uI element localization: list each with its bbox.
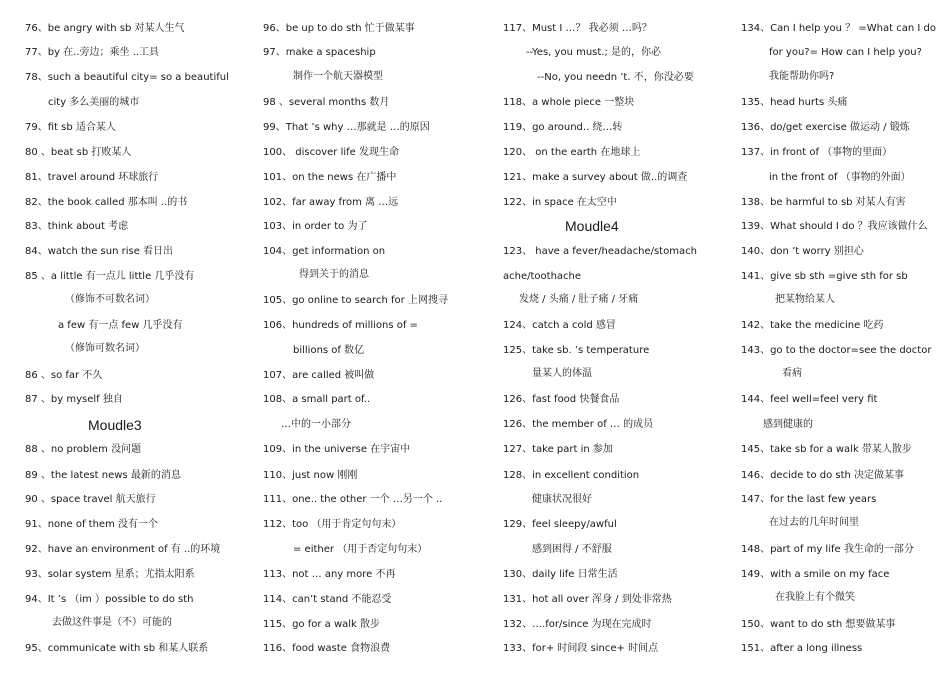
vocab-line: …中的一小部分 bbox=[281, 419, 351, 430]
vocab-line: 147、for the last few years bbox=[741, 494, 877, 505]
vocab-line: 140、don ’t worry 别担心 bbox=[741, 246, 864, 257]
vocab-line: 118、a whole piece 一整块 bbox=[503, 97, 635, 108]
vocab-line: 131、hot all over 浑身 / 到处非常热 bbox=[503, 594, 672, 605]
vocab-line: 141、give sb sth =give sth for sb bbox=[741, 271, 908, 282]
vocab-line: 100、 discover life 发现生命 bbox=[263, 147, 399, 158]
vocab-line: 110、just now 刚刚 bbox=[263, 470, 358, 481]
vocab-line: （修饰可数名词） bbox=[65, 343, 145, 354]
vocab-line: 量某人的体温 bbox=[532, 368, 592, 379]
vocab-line: 132、….for/since 为现在完成时 bbox=[503, 619, 652, 630]
vocab-line: 94、It ’s （im ）possible to do sth bbox=[25, 594, 194, 605]
vocab-line: 99、That ’s why …那就是 …的原因 bbox=[263, 122, 430, 133]
vocab-line: 127、take part in 参加 bbox=[503, 444, 613, 455]
vocab-line: 146、decide to do sth 决定做某事 bbox=[741, 470, 905, 481]
vocab-line: 90 、space travel 航天旅行 bbox=[25, 494, 156, 505]
vocab-line: 134、Can I help you ？ =What can I do bbox=[741, 23, 936, 34]
vocab-line: 77、by 在..旁边；乘坐 ..工具 bbox=[25, 47, 160, 58]
vocab-line: 124、catch a cold 感冒 bbox=[503, 320, 616, 331]
vocab-line: 感到困得 / 不舒服 bbox=[532, 544, 612, 555]
vocab-line: 122、in space 在太空中 bbox=[503, 197, 617, 208]
vocab-line: 97、make a spaceship bbox=[263, 47, 376, 58]
vocab-line: 145、take sb for a walk 带某人散步 bbox=[741, 444, 912, 455]
vocab-line: 125、take sb. ’s temperature bbox=[503, 345, 650, 356]
vocab-line: ache/toothache bbox=[503, 271, 582, 282]
vocab-line: 104、get information on bbox=[263, 246, 386, 257]
vocab-line: = either （用于否定句句末） bbox=[293, 544, 428, 555]
vocab-line: 142、take the medicine 吃药 bbox=[741, 320, 884, 331]
vocab-line: 79、fit sb 适合某人 bbox=[25, 122, 116, 133]
vocab-line: 在我脸上有个微笑 bbox=[775, 592, 855, 603]
vocab-line: 93、solar system 星系；尤指太阳系 bbox=[25, 569, 195, 580]
vocab-line: （修饰不可数名词） bbox=[65, 294, 155, 305]
vocab-line: 把某物给某人 bbox=[775, 294, 835, 305]
vocab-line: in the front of （事物的外面） bbox=[769, 172, 911, 183]
vocab-line: 144、feel well=feel very fit bbox=[741, 394, 878, 405]
vocab-line: 95、communicate with sb 和某人联系 bbox=[25, 643, 209, 654]
vocab-line: 130、daily life 日常生活 bbox=[503, 569, 618, 580]
vocab-line: 85 、a little 有一点儿 little 几乎没有 bbox=[25, 271, 195, 282]
vocab-line: 113、not … any more 不再 bbox=[263, 569, 396, 580]
vocab-line: 87 、by myself 独自 bbox=[25, 394, 123, 405]
vocab-line: 89 、the latest news 最新的消息 bbox=[25, 470, 181, 481]
vocab-line: 107、are called 被叫做 bbox=[263, 370, 375, 381]
vocab-line: 109、in the universe 在宇宙中 bbox=[263, 444, 411, 455]
vocab-line: --No, you needn ’t. 不，你没必要 bbox=[537, 72, 694, 83]
vocab-line: 108、a small part of.. bbox=[263, 394, 371, 405]
vocab-line: 148、part of my life 我生命的一部分 bbox=[741, 544, 914, 555]
vocab-line: 76、be angry with sb 对某人生气 bbox=[25, 23, 185, 34]
vocab-line: 139、What should I do ？我应该做什么 bbox=[741, 221, 928, 232]
vocab-line: 129、feel sleepy/awful bbox=[503, 519, 617, 530]
vocab-line: 117、Must I …？ 我必须 …吗？ bbox=[503, 23, 652, 34]
vocab-line: 88 、no problem 没问题 bbox=[25, 444, 142, 455]
vocab-line: 136、do/get exercise 做运动 / 锻炼 bbox=[741, 122, 910, 133]
vocab-line: billions of 数亿 bbox=[293, 345, 365, 356]
vocab-line: 96、be up to do sth 忙于做某事 bbox=[263, 23, 415, 34]
vocab-line: city 多么美丽的城市 bbox=[48, 97, 140, 108]
vocab-line: 98 、several months 数月 bbox=[263, 97, 390, 108]
vocab-line: 126、fast food 快餐食品 bbox=[503, 394, 620, 405]
vocab-line: 发烧 / 头痛 / 肚子痛 / 牙痛 bbox=[519, 294, 639, 305]
vocab-line: 101、on the news 在广播中 bbox=[263, 172, 397, 183]
vocab-line: 112、too （用于肯定句句末） bbox=[263, 519, 402, 530]
vocab-line: 111、one.. the other 一个 …另一个 .. bbox=[263, 494, 443, 505]
vocab-line: 143、go to the doctor=see the doctor bbox=[741, 345, 932, 356]
vocab-line: 106、hundreds of millions of = bbox=[263, 320, 418, 331]
vocab-line: 102、far away from 离 …远 bbox=[263, 197, 399, 208]
vocab-line: 103、in order to 为了 bbox=[263, 221, 368, 232]
vocab-line: for you?= How can I help you? bbox=[769, 47, 922, 58]
vocab-line: 86 、so far 不久 bbox=[25, 370, 103, 381]
vocab-line: 135、head hurts 头痛 bbox=[741, 97, 848, 108]
vocab-line: a few 有一点 few 几乎没有 bbox=[58, 320, 183, 331]
vocab-line: 120、 on the earth 在地球上 bbox=[503, 147, 641, 158]
vocab-line: 感到健康的 bbox=[763, 419, 813, 430]
vocab-line: 119、go around.. 绕…转 bbox=[503, 122, 623, 133]
vocab-line: 制作一个航天器模型 bbox=[293, 71, 383, 82]
vocab-line: 91、none of them 没有一个 bbox=[25, 519, 158, 530]
vocab-line: 133、for+ 时间段 since+ 时间点 bbox=[503, 643, 659, 654]
vocab-line: 149、with a smile on my face bbox=[741, 569, 890, 580]
vocab-line: 151、after a long illness bbox=[741, 643, 863, 654]
vocab-line: 150、want to do sth 想要做某事 bbox=[741, 619, 896, 630]
vocab-line: 81、travel around 环球旅行 bbox=[25, 172, 159, 183]
vocab-line: 健康状况很好 bbox=[532, 494, 592, 505]
vocab-line: 82、the book called 那本叫 ..的书 bbox=[25, 197, 188, 208]
vocab-line: 80 、beat sb 打败某人 bbox=[25, 147, 132, 158]
vocab-line: 看病 bbox=[782, 368, 802, 379]
vocab-line: 126、the member of … 的成员 bbox=[503, 419, 654, 430]
vocab-line: 137、in front of （事物的里面） bbox=[741, 147, 893, 158]
vocab-line: 我能帮助你吗? bbox=[769, 71, 835, 82]
vocab-line: 92、have an environment of 有 ..的环境 bbox=[25, 544, 221, 555]
vocab-line: --Yes, you must.; 是的，你必 bbox=[526, 47, 662, 58]
vocab-line: 83、think about 考虑 bbox=[25, 221, 129, 232]
vocab-line: 去做这件事是（不）可能的 bbox=[52, 617, 172, 628]
vocab-line: 105、go online to search for 上网搜寻 bbox=[263, 295, 448, 306]
vocab-line: 114、can’t stand 不能忍受 bbox=[263, 594, 392, 605]
vocab-line: 78、such a beautiful city= so a beautiful bbox=[25, 72, 229, 83]
vocab-line: 121、make a survey about 做..的调查 bbox=[503, 172, 688, 183]
vocab-line: 128、in excellent condition bbox=[503, 470, 640, 481]
vocab-line: 123、 have a fever/headache/stomach bbox=[503, 246, 697, 257]
vocab-line: 116、food waste 食物浪费 bbox=[263, 643, 391, 654]
vocab-line: 138、be harmful to sb 对某人有害 bbox=[741, 197, 906, 208]
vocab-line: 115、go for a walk 散步 bbox=[263, 619, 381, 630]
module-heading: Moudle4 bbox=[565, 218, 619, 234]
vocab-line: 得到关于的消息 bbox=[299, 269, 369, 280]
vocab-line: 84、watch the sun rise 看日出 bbox=[25, 246, 174, 257]
vocab-line: 在过去的几年时间里 bbox=[769, 517, 859, 528]
module-heading: Moudle3 bbox=[88, 417, 142, 433]
